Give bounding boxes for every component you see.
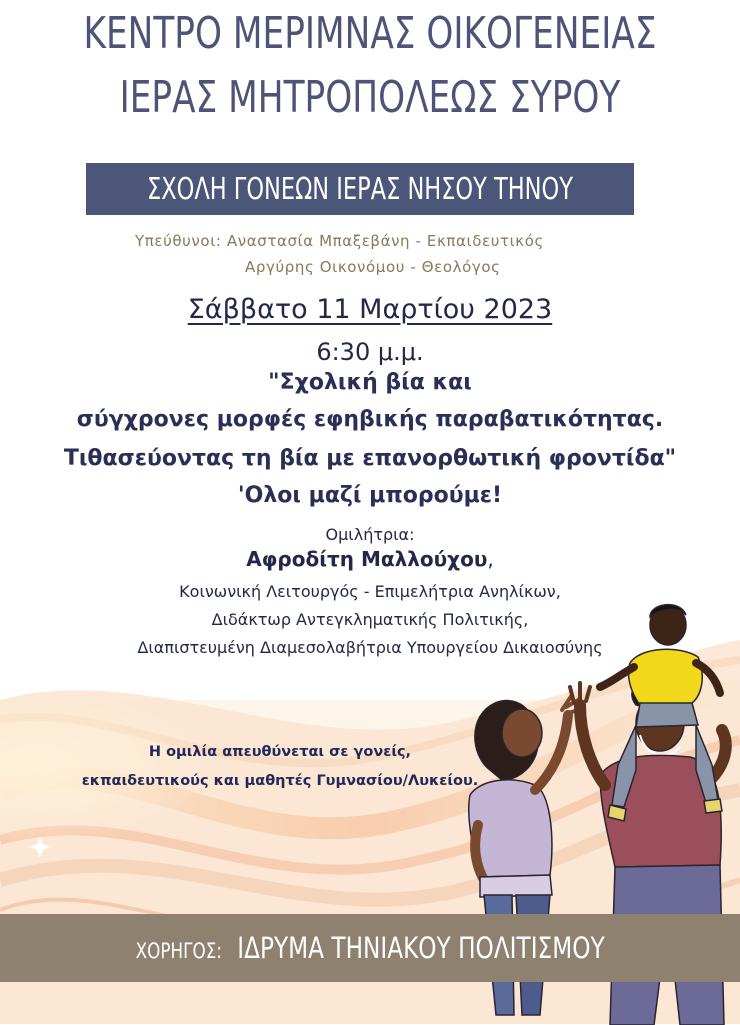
title-line-2: ΙΕΡΑΣ ΜΗΤΡΟΠΟΛΕΩΣ ΣΥΡΟΥ — [119, 72, 621, 123]
title-line-1: ΚΕΝΤΡΟ ΜΕΡΙΜΝΑΣ ΟΙΚΟΓΕΝΕΙΑΣ — [83, 8, 657, 59]
talk-title-line-1: "Σχολική βία και — [268, 370, 472, 395]
speaker-credential-1: Κοινωνική Λειτουργός - Επιμελήτρια Ανηλίκων, — [179, 582, 561, 601]
school-title: ΣΧΟΛΗ ΓΟΝΕΩΝ ΙΕΡΑΣ ΝΗΣΟΥ ΤΗΝΟΥ — [147, 171, 573, 207]
speaker-credential-3: Διαπιστευμένη Διαμεσολαβήτρια Υπουργείου Δικαιοσύνης — [137, 638, 603, 657]
event-time: 6:30 μ.μ. — [316, 338, 424, 366]
speaker-label: Ομιλήτρια: — [325, 525, 415, 544]
audience-line-2: εκπαιδευτικούς και μαθητές Γυμνασίου/Λυκείου. — [81, 773, 479, 789]
organizer-line-2: Αργύρης Οικονόμου - Θεολόγος — [245, 258, 501, 276]
talk-title-line-3: Τιθασεύοντας τη βία με επανορθωτική φροντίδα" — [63, 446, 677, 471]
sponsor-label: ΧΟΡΗΓΟΣ: — [135, 939, 222, 963]
organizer-line-1: Υπεύθυνοι: Αναστασία Μπαξεβάνη - Εκπαιδευτικός — [135, 232, 544, 250]
sponsor-name: ΙΔΡΥΜΑ ΤΗΝΙΑΚΟΥ ΠΟΛΙΤΙΣΜΟΥ — [237, 931, 605, 965]
speaker-credential-2: Διδάκτωρ Αντεγκληματικής Πολιτικής, — [211, 610, 529, 629]
audience-line-1: Η ομιλία απευθύνεται σε γονείς, — [148, 744, 412, 760]
event-date: Σάββατο 11 Μαρτίου 2023 — [187, 294, 553, 325]
talk-slogan: 'Ολοι μαζί μπορούμε! — [237, 483, 503, 508]
school-banner — [86, 163, 634, 215]
talk-title-line-2: σύγχρονες μορφές εφηβικής παραβατικότητας. — [76, 407, 664, 432]
speaker-name: Αφροδίτη Μαλλούχου, — [246, 547, 494, 571]
sponsor-banner — [0, 914, 740, 982]
